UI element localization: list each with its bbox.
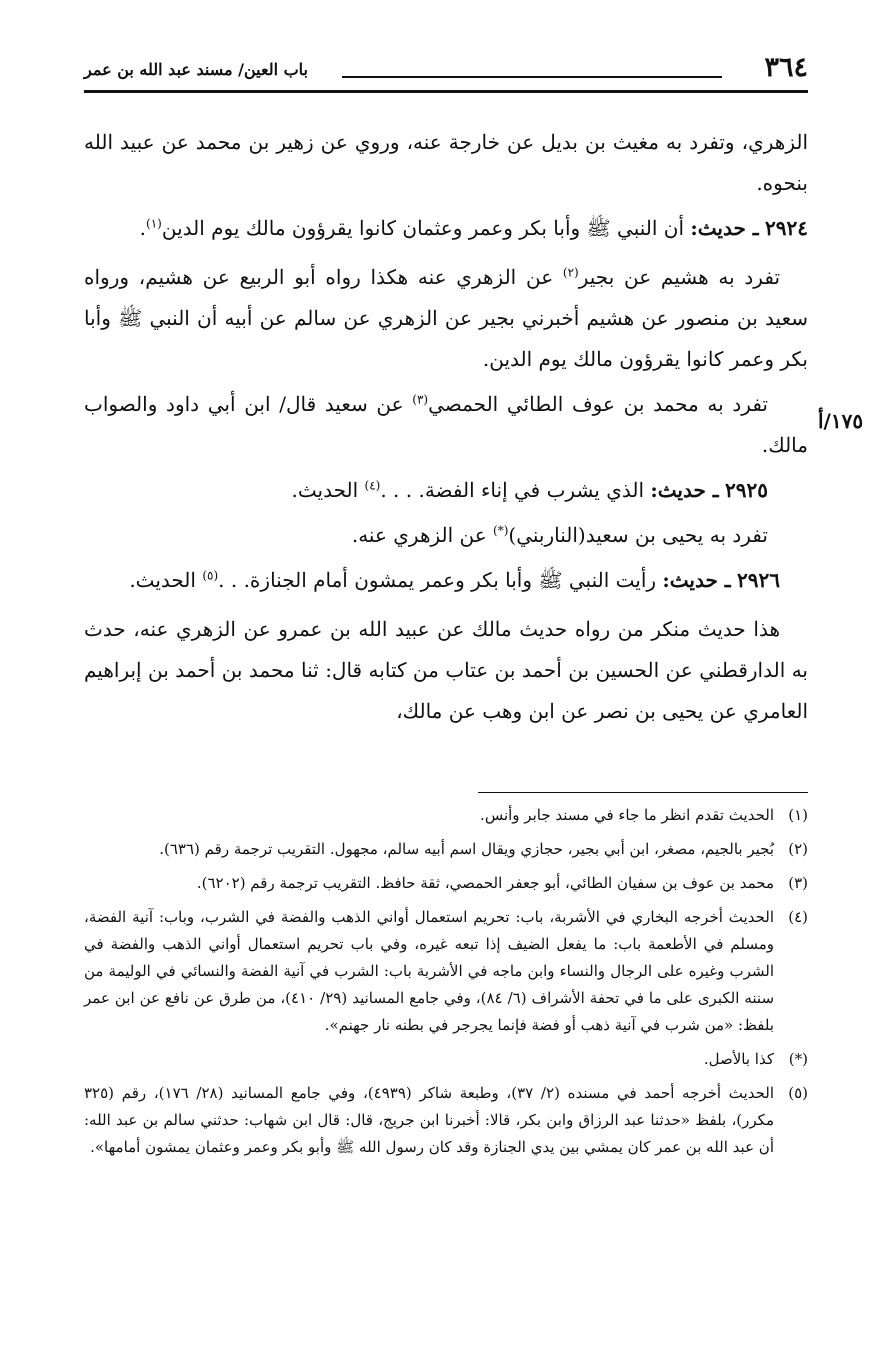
footnote-ref[interactable]: (١) (146, 216, 162, 231)
footnote-ref[interactable]: (٣) (412, 392, 429, 407)
footnote (84, 802, 808, 829)
margin-folio-ref: ١٧٥/أ (818, 409, 864, 433)
page-number: ٣٦٤ (764, 52, 808, 83)
paragraph (84, 515, 808, 556)
hadith-end: . (139, 216, 147, 240)
footnote (84, 1046, 808, 1073)
hadith-number: ٢٩٢٤ (765, 216, 808, 240)
hadith-text: أن النبي ﷺ وأبا بكر وعمر وعثمان كانوا يقرؤون مالك يوم الدين (161, 216, 685, 240)
header-rule (342, 76, 722, 78)
footnote-ref[interactable]: (٥) (202, 568, 219, 583)
paragraph (84, 257, 808, 380)
hadith-label: ـ حديث: (650, 478, 719, 502)
hadith-label: ـ حديث: (690, 216, 759, 240)
footnote-ref[interactable]: (٤) (364, 478, 381, 493)
hadith-2926 (84, 560, 808, 601)
main-text (84, 122, 808, 732)
hadith-number: ٢٩٢٥ (725, 478, 768, 502)
footnote-separator (478, 792, 808, 793)
paragraph: هذا حديث منكر من رواه حديث مالك عن عبيد الله بن عمرو عن الزهري عنه، حدث به الدارقطني عن الحسين بن أحمد بن عتاب من كتابه قال: ثنا محمد بن أحمد بن إبراهيم العامري عن يحيى بن نصر عن ابن وهب عن مالك، (84, 617, 808, 723)
footnote-text: الحديث تقدم انظر ما جاء في مسند جابر وأنس. (480, 806, 774, 824)
footnote (84, 1080, 808, 1161)
hadith-label: ـ حديث: (662, 568, 731, 592)
hadith-end: الحديث. (291, 478, 359, 502)
paragraph: الزهري، وتفرد به مغيث بن بديل عن خارجة عنه، وروي عن زهير بن محمد عن عبيد الله بنحوه. (84, 130, 808, 195)
text-part: عن سعيد قال/ ابن أبي داود والصواب مالك. (84, 392, 808, 457)
footnote-number: (٥) (788, 1084, 808, 1102)
footnote-number: (١) (788, 806, 808, 824)
footnote-number: (٣) (788, 874, 808, 892)
page-header (84, 50, 808, 93)
footnote (84, 836, 808, 863)
footnote-text: الحديث أخرجه البخاري في الأشربة، باب: تحريم استعمال أواني الذهب والفضة في الشرب، وباب: آنية الفضة، ومسلم في الأطعمة باب: ما يفعل الضيف إذا تبعه غيره، وفي باب تحريم استعمال أواني الذهب والفضة في الشرب وغيره على الرجال والنساء وابن ماجه في الأشربة باب: الشرب في آنية الفضة والنسائي في الوليمة من سننه الكبرى على ما في تحفة الأشراف (٦/ ٨٤)، وفي جامع المسانيد (٢٩/ ٤١٠)، من طرق عن نافع عن ابن عمر بلفظ: «من شرب في آنية ذهب أو فضة فإنما يجرجر في بطنه نار جهنم». (84, 908, 775, 1034)
footnote-text: كذا بالأصل. (703, 1050, 774, 1068)
hadith-2925 (84, 470, 808, 511)
footnote (84, 904, 808, 1039)
footnote-number: (٢) (788, 840, 808, 858)
hadith-number: ٢٩٢٦ (737, 568, 780, 592)
footnote-text: محمد بن عوف بن سفيان الطائي، أبو جعفر الحمصي، ثقة حافظ. التقريب ترجمة رقم (٦٢٠٢). (196, 874, 774, 892)
text-part: تفرد به يحيى بن سعيد(الناربني) (508, 523, 768, 547)
running-title: باب العين/ مسند عبد الله بن عمر (84, 60, 308, 79)
hadith-2924 (84, 208, 808, 249)
footnotes (84, 802, 808, 1168)
footnote (84, 870, 808, 897)
footnote-text: الحديث أخرجه أحمد في مسنده (٢/ ٣٧)، وطبعة شاكر (٤٩٣٩)، وفي جامع المسانيد (٢٨/ ١٧٦)، رقم (٣٢٥ مكرر)، بلفظ «حدثنا عبد الرزاق وابن بكر، قالا: أخبرنا ابن جريج، قال: قال ابن شهاب: حدثني سالم بن عبد الله: أن عبد الله بن عمر كان يمشي بين يدي الجنازة وقد كان رسول الله ﷺ وأبو بكر وعمر وعثمان يمشون أمامها». (84, 1084, 774, 1156)
footnote-ref[interactable]: (٢) (562, 265, 579, 280)
footnote-number: (٤) (788, 908, 808, 926)
hadith-text: الذي يشرب في إناء الفضة. . . . (380, 478, 645, 502)
footnote-text: بُجير بالجيم، مصغر، ابن أبي بجير، حجازي ويقال اسم أبيه سالم، مجهول. التقريب ترجمة رقم (٦٣٦). (159, 840, 774, 858)
hadith-end: الحديث. (129, 568, 196, 592)
footnote-number: (*) (788, 1050, 808, 1068)
paragraph (84, 384, 808, 466)
text-part: عن الزهري عنه. (351, 523, 487, 547)
text-part: تفرد به هشيم عن بجير (578, 265, 781, 289)
hadith-text: رأيت النبي ﷺ وأبا بكر وعمر يمشون أمام الجنازة. . . (218, 568, 657, 592)
footnote-ref[interactable]: (*) (493, 523, 509, 538)
text-part: تفرد به محمد بن عوف الطائي الحمصي (428, 392, 769, 416)
text-part: عن الزهري عنه هكذا رواه أبو الربيع عن هشيم، ورواه سعيد بن منصور عن هشيم أخبرني بجير عن الزهري عن سالم عن أبيه أن النبي ﷺ وأبا بكر وعمر كانوا يقرؤون مالك يوم الدين. (84, 265, 808, 371)
